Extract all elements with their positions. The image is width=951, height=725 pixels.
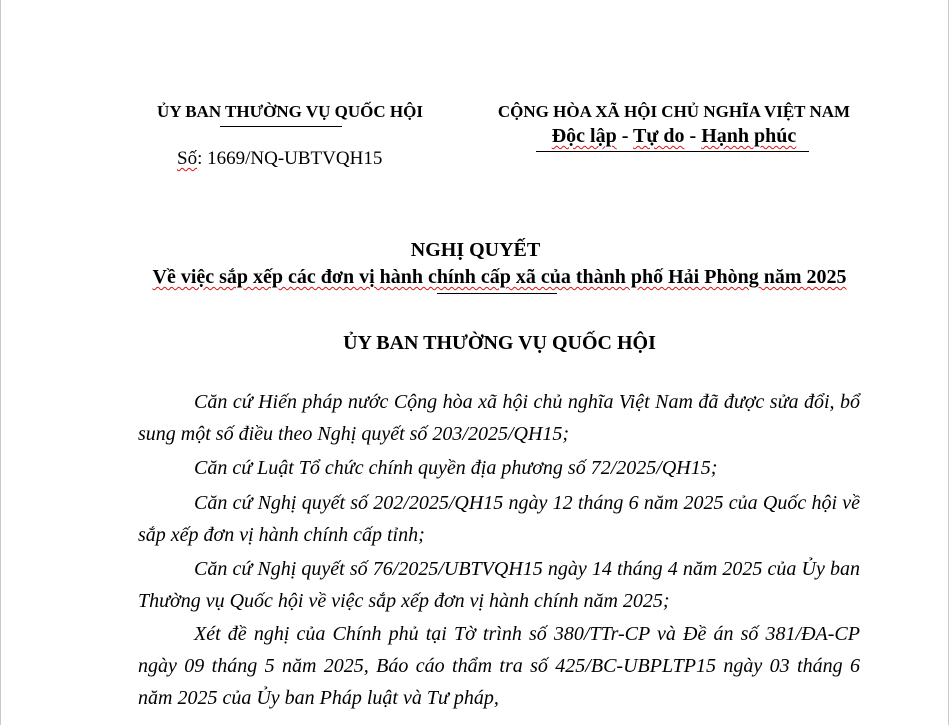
motto-freedom: Tự do (633, 125, 685, 147)
preamble-constitution: Căn cứ Hiến pháp nước Cộng hòa xã hội chủ nghĩa Việt Nam đã được sửa đổi, bổ sung một số điều theo Nghị quyết số 203/2025/QH15; (138, 391, 860, 445)
preamble-resolution-76: Căn cứ Nghị quyết số 76/2025/UBTVQH15 ngày 14 tháng 4 năm 2025 của Ủy ban Thường vụ Quốc hội về việc sắp xếp đơn vị hành chính năm 2025; (138, 558, 860, 612)
agency-underline (220, 126, 342, 127)
motto-separator: - (684, 125, 702, 147)
preamble-local-government-law: Căn cứ Luật Tổ chức chính quyền địa phương số 72/2025/QH15; (194, 457, 718, 479)
national-motto (459, 125, 889, 148)
number-value: : 1669/NQ-UBTVQH15 (197, 148, 383, 169)
agency-name: ỦY BAN THƯỜNG VỤ QUỐC HỘI (157, 102, 423, 121)
document-subject: Về việc sắp xếp các đơn vị hành chính cấp xã của thành phố Hải Phòng năm 2025 (152, 266, 847, 288)
country-name: CỘNG HÒA XÃ HỘI CHỦ NGHĨA VIỆT NAM (497, 102, 851, 121)
motto-separator: - (616, 125, 634, 147)
document-type-title: NGHỊ QUYẾT (410, 239, 541, 261)
preamble-government-proposal: Xét đề nghị của Chính phủ tại Tờ trình số 380/TTr-CP và Đề án số 381/ĐA-CP ngày 09 tháng 5 năm 2025, Báo cáo thẩm tra số 425/BC-UBPLTP15 ngày 03 tháng 6 năm 2025 của Ủy ban Pháp luật và Tư pháp, (138, 623, 860, 709)
number-label: Số (177, 148, 198, 169)
document-number (177, 148, 382, 170)
issuing-body: ỦY BAN THƯỜNG VỤ QUỐC HỘI (343, 332, 656, 354)
motto-happiness: Hạnh phúc (701, 125, 797, 147)
preamble-resolution-202: Căn cứ Nghị quyết số 202/2025/QH15 ngày 12 tháng 6 năm 2025 của Quốc hội về sắp xếp đơn vị hành chính cấp tỉnh; (138, 492, 860, 546)
motto-independence: Độc lập (551, 125, 617, 147)
motto-underline (536, 151, 809, 152)
subject-underline (437, 293, 557, 294)
